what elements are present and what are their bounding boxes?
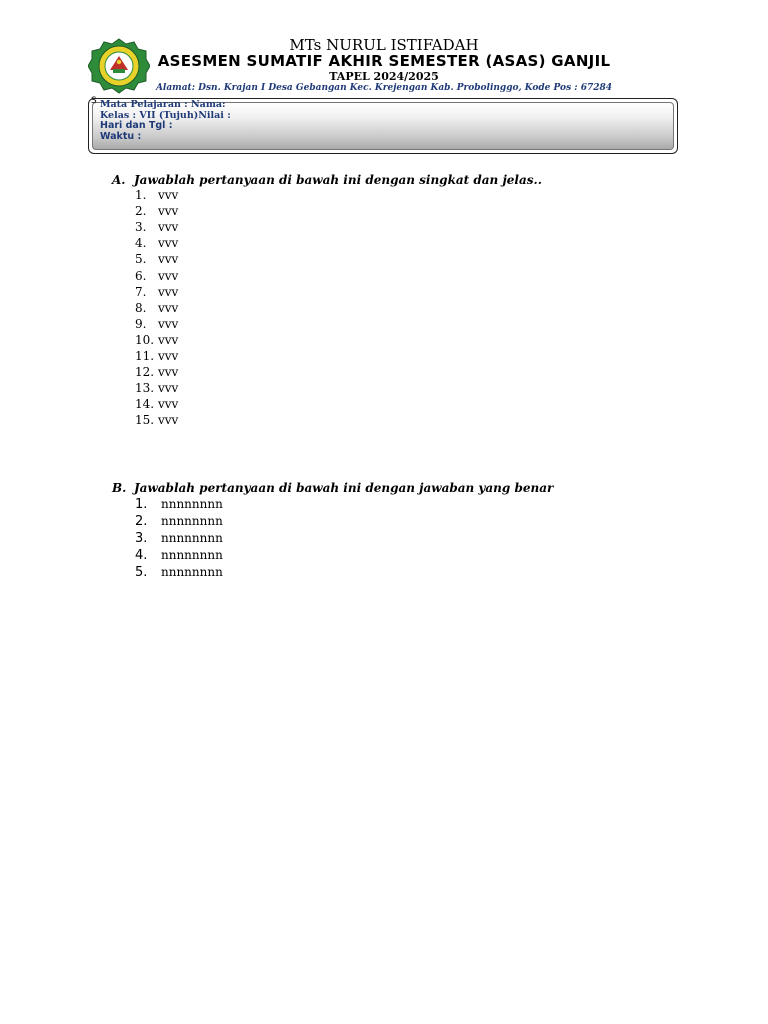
section-a-heading (112, 173, 542, 187)
item-text: nnnnnnnn (161, 564, 223, 579)
section-a-item (135, 317, 178, 331)
subject-name-field: Mata Pelajaran : Nama: (100, 99, 226, 110)
section-a-item (135, 333, 178, 347)
section-a-item (135, 269, 178, 283)
item-number: 4. (135, 236, 147, 251)
info-mark: S (91, 96, 97, 106)
date-field: Hari dan Tgl : (100, 120, 173, 131)
item-number: 14. (135, 397, 155, 412)
section-a-letter: A. (112, 173, 126, 187)
section-a-item (135, 204, 178, 218)
item-text: vvv (158, 252, 179, 267)
item-number: 15. (135, 413, 155, 428)
item-text: nnnnnnnn (161, 513, 223, 528)
section-a-item (135, 236, 178, 250)
item-text: nnnnnnnn (161, 530, 223, 545)
item-number: 4. (135, 547, 148, 563)
item-text: vvv (158, 236, 179, 251)
item-text: vvv (158, 268, 179, 283)
item-number: 1. (135, 188, 147, 202)
section-b-item (135, 548, 223, 563)
item-text: nnnnnnnn (161, 497, 223, 511)
academic-year: TAPEL 2024/2025 (329, 70, 439, 83)
item-number: 6. (135, 268, 147, 283)
item-number: 2. (135, 204, 147, 219)
section-b-title: Jawablah pertanyaan di bawah ini dengan jawaban yang benar (134, 481, 554, 495)
item-number: 5. (135, 564, 148, 580)
section-a-item (135, 397, 178, 411)
school-address: Alamat: Dsn. Krajan I Desa Gebangan Kec. Krejengan Kab. Probolinggo, Kode Pos : 67284 (155, 83, 613, 93)
item-number: 8. (135, 300, 147, 315)
section-a-item (135, 188, 178, 202)
item-text: nnnnnnnn (161, 547, 223, 562)
time-field: Waktu : (100, 131, 142, 142)
item-text: vvv (158, 332, 179, 347)
item-text: vvv (158, 300, 179, 315)
item-number: 11. (135, 349, 155, 363)
item-text: vvv (158, 204, 179, 219)
exam-title: ASESMEN SUMATIF AKHIR SEMESTER (ASAS) GANJIL (157, 52, 611, 70)
item-text: vvv (158, 188, 179, 202)
section-a-item (135, 413, 178, 427)
section-a-item (135, 381, 178, 395)
item-number: 7. (135, 284, 147, 299)
item-number: 13. (135, 381, 155, 396)
item-text: vvv (158, 397, 179, 412)
section-a-item (135, 349, 178, 363)
item-text: vvv (158, 349, 179, 363)
item-number: 10. (135, 332, 155, 347)
section-b-item (135, 531, 223, 546)
item-text: vvv (158, 381, 179, 396)
section-a-item (135, 285, 178, 299)
section-a-item (135, 365, 178, 379)
section-b-item (135, 497, 223, 512)
class-score-field: Kelas : VII (Tujuh)Nilai : (100, 110, 231, 121)
section-b-heading (112, 481, 553, 495)
item-number: 3. (135, 220, 147, 235)
section-a-item (135, 220, 178, 234)
item-text: vvv (158, 413, 179, 428)
item-text: vvv (158, 284, 179, 299)
section-a-item (135, 301, 178, 315)
section-b-letter: B. (112, 481, 127, 495)
student-info-box (88, 98, 678, 154)
item-number: 12. (135, 365, 155, 380)
section-b-item (135, 565, 223, 580)
item-number: 1. (135, 497, 148, 512)
item-text: vvv (158, 220, 179, 235)
item-text: vvv (158, 365, 179, 380)
section-a-item (135, 252, 178, 266)
item-number: 9. (135, 316, 147, 331)
item-number: 2. (135, 513, 148, 529)
item-number: 5. (135, 252, 147, 267)
section-b-item (135, 514, 223, 529)
item-text: vvv (158, 316, 179, 331)
school-name: MTs NURUL ISTIFADAH (289, 36, 479, 54)
item-number: 3. (135, 530, 148, 546)
section-a-title: Jawablah pertanyaan di bawah ini dengan singkat dan jelas.. (134, 173, 542, 187)
